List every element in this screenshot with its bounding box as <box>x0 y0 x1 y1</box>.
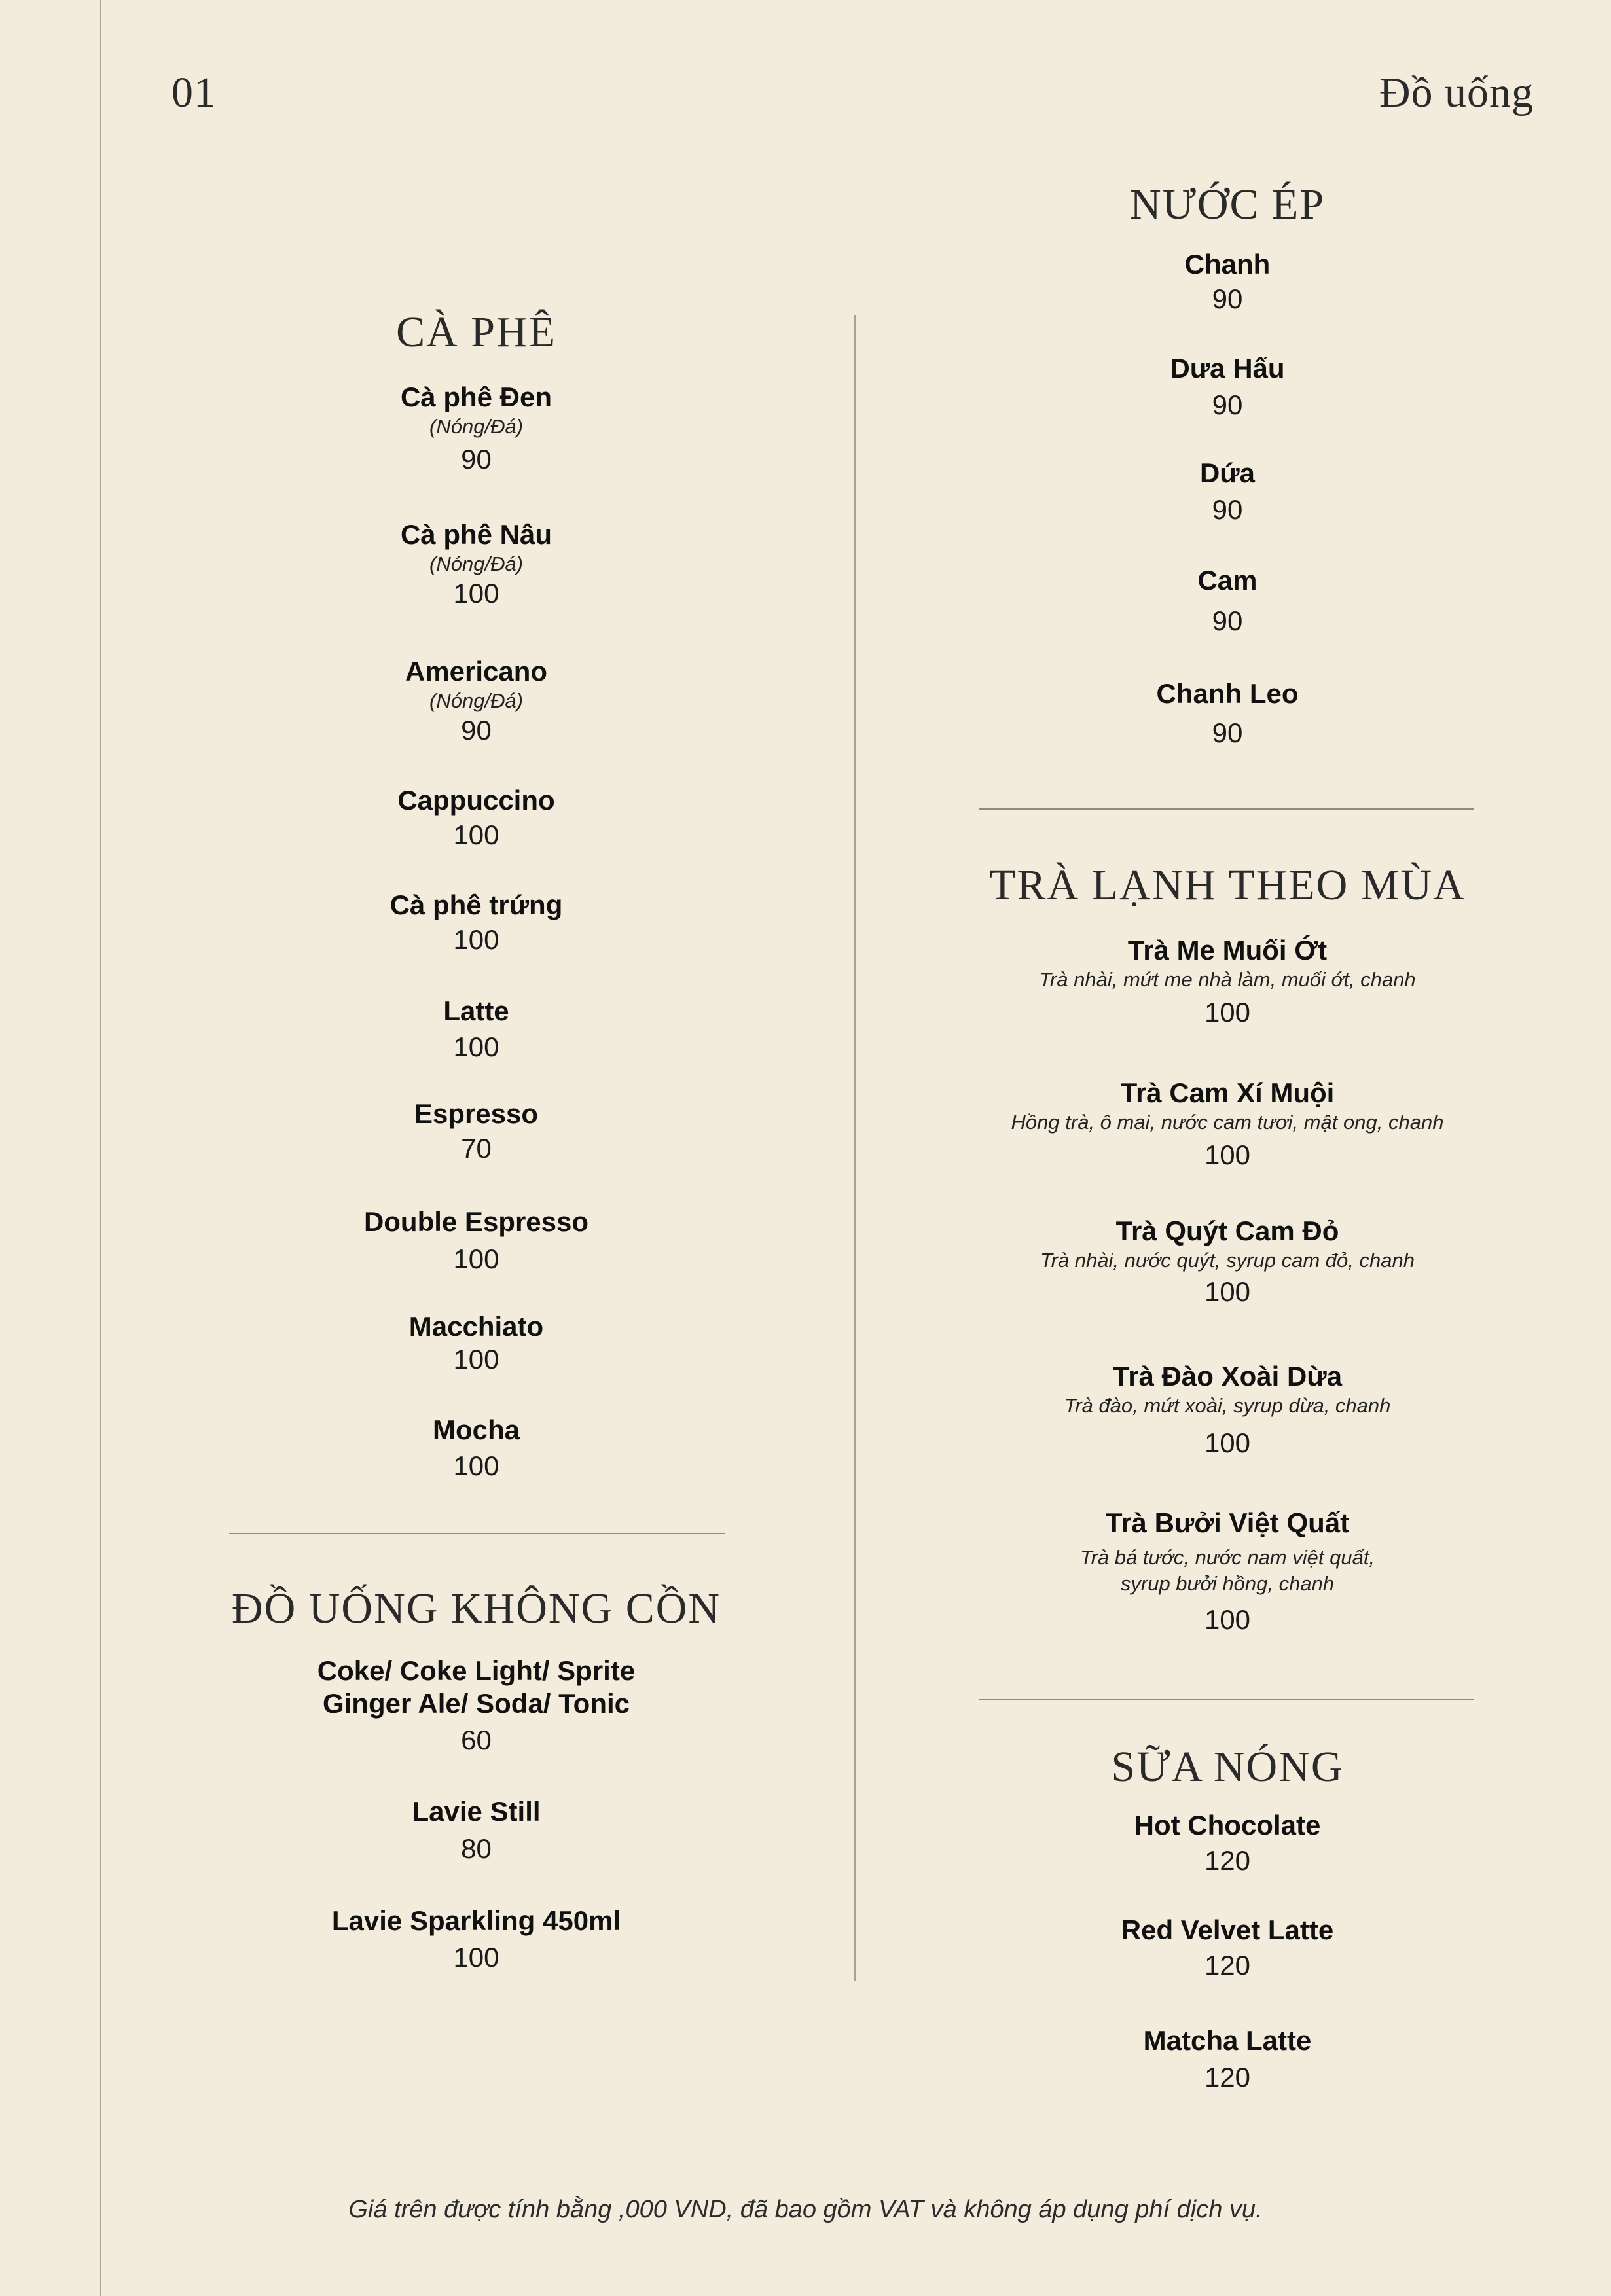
item-name: Trà Cam Xí Muội <box>1120 1077 1335 1108</box>
menu-item <box>979 457 1476 526</box>
page-title: Đồ uống <box>1379 69 1534 117</box>
item-price: 90 <box>1212 605 1243 636</box>
item-price: 100 <box>1204 1427 1251 1458</box>
item-name: Trà Quýt Cam Đỏ <box>1115 1215 1339 1246</box>
page-number: 01 <box>172 69 216 117</box>
item-description: Trà nhài, mứt me nhà làm, muối ớt, chanh <box>1039 968 1416 991</box>
section-divider <box>979 808 1474 810</box>
item-price: 60 <box>461 1725 492 1755</box>
menu-item <box>966 934 1489 1029</box>
item-name: Trà Me Muối Ớt <box>1127 935 1328 965</box>
item-name: Cà phê Nâu <box>400 519 552 550</box>
juice-section <box>979 180 1476 769</box>
menu-item <box>229 1655 723 1757</box>
menu-item <box>229 1098 723 1165</box>
item-price: 100 <box>1204 997 1251 1028</box>
item-price: 120 <box>1204 1950 1251 1981</box>
item-description: Trà bá tước, nước nam việt quất, <box>1079 1546 1375 1569</box>
item-name: Mocha <box>432 1414 520 1445</box>
item-price: 90 <box>1212 283 1243 314</box>
item-name: Espresso <box>414 1098 539 1129</box>
item-name: Macchiato <box>408 1311 544 1342</box>
menu-item <box>229 1310 723 1376</box>
item-price: 100 <box>453 1344 499 1374</box>
coffee-section <box>229 308 723 1486</box>
item-price: 100 <box>1204 1604 1251 1635</box>
item-price: 100 <box>453 1031 499 1062</box>
section-title-coffee: CÀ PHÊ <box>396 308 556 356</box>
item-name: Trà Bưởi Việt Quất <box>1105 1507 1350 1538</box>
item-name: Matcha Latte <box>1143 2025 1312 2056</box>
menu-item <box>979 677 1476 749</box>
menu-item <box>979 1809 1476 1877</box>
item-price: 100 <box>453 1450 499 1481</box>
soft-drinks-section <box>229 1584 723 1990</box>
item-name: Chanh <box>1184 249 1271 279</box>
menu-item <box>229 655 723 747</box>
item-price: 100 <box>453 578 499 609</box>
section-divider <box>979 1699 1474 1700</box>
item-description: Trà nhài, nước quýt, syrup cam đỏ, chanh <box>1040 1249 1415 1272</box>
item-price: 80 <box>461 1833 492 1864</box>
menu-item <box>979 2024 1476 2094</box>
item-price: 70 <box>461 1133 492 1164</box>
menu-item <box>229 1795 723 1865</box>
column-divider <box>854 315 856 1981</box>
menu-item <box>979 248 1476 315</box>
item-price: 90 <box>1212 717 1243 748</box>
item-note: (Nóng/Đá) <box>429 689 523 712</box>
menu-item <box>966 1360 1489 1460</box>
item-name: Trà Đào Xoài Dừa <box>1112 1361 1343 1391</box>
item-name: Chanh Leo <box>1156 678 1299 709</box>
item-price: 100 <box>1204 1139 1251 1170</box>
section-title-iced-tea: TRÀ LẠNH THEO MÙA <box>989 861 1466 909</box>
item-description-line2: syrup bưởi hồng, chanh <box>1120 1572 1335 1595</box>
item-name: Cam <box>1197 565 1258 596</box>
menu-item <box>229 1905 723 1974</box>
item-price: 120 <box>1204 2062 1251 2092</box>
item-description: Trà đào, mứt xoài, syrup dừa, chanh <box>1064 1394 1391 1417</box>
menu-item <box>979 564 1476 637</box>
item-name: Lavie Sparkling 450ml <box>331 1905 621 1936</box>
section-divider <box>229 1533 725 1534</box>
menu-item <box>229 1206 723 1276</box>
item-name: Cà phê Đen <box>400 382 552 412</box>
item-name: Hot Chocolate <box>1134 1810 1321 1840</box>
item-description: Hồng trà, ô mai, nước cam tươi, mật ong, chanh <box>1011 1111 1444 1134</box>
item-name: Dưa Hấu <box>1170 353 1285 384</box>
section-title-juice: NƯỚC ÉP <box>1129 181 1326 228</box>
item-price: 120 <box>1204 1845 1251 1876</box>
iced-tea-section <box>966 861 1489 1666</box>
item-price: 100 <box>453 924 499 955</box>
item-note: (Nóng/Đá) <box>429 552 523 575</box>
menu-item <box>229 1414 723 1482</box>
item-note: (Nóng/Đá) <box>429 415 523 438</box>
item-price: 90 <box>461 715 492 745</box>
item-price: 100 <box>453 1942 499 1973</box>
menu-item <box>966 1507 1489 1636</box>
price-footnote: Giá trên được tính bằng ,000 VND, đã bao gồm VAT và không áp dụng phí dịch vụ. <box>348 2196 1263 2223</box>
section-title-hot-milk: SỮA NÓNG <box>1111 1743 1344 1791</box>
item-name: Coke/ Coke Light/ Sprite <box>317 1655 636 1686</box>
item-name: Dứa <box>1199 457 1256 488</box>
item-name: Double Espresso <box>363 1206 589 1237</box>
menu-item <box>229 784 723 852</box>
item-price: 100 <box>1204 1276 1251 1307</box>
menu-item <box>229 381 723 476</box>
menu-item <box>229 889 723 956</box>
menu-item <box>966 1215 1489 1308</box>
item-price: 90 <box>461 444 492 475</box>
page-edge-line <box>100 0 101 2296</box>
item-name: Cappuccino <box>397 785 555 816</box>
hot-milk-section <box>979 1742 1476 2109</box>
item-name-line2: Ginger Ale/ Soda/ Tonic <box>322 1688 630 1719</box>
menu-item <box>229 995 723 1064</box>
section-title-soft-drinks: ĐỒ UỐNG KHÔNG CỒN <box>231 1585 721 1632</box>
item-price: 100 <box>453 1244 499 1274</box>
item-name: Americano <box>405 656 548 687</box>
item-price: 100 <box>453 819 499 850</box>
item-name: Latte <box>443 996 509 1026</box>
item-name: Lavie Still <box>412 1796 541 1827</box>
menu-item <box>979 1914 1476 1982</box>
menu-item <box>979 352 1476 422</box>
item-price: 90 <box>1212 494 1243 525</box>
item-price: 90 <box>1212 389 1243 420</box>
menu-item <box>229 518 723 610</box>
item-name: Cà phê trứng <box>389 889 563 920</box>
menu-item <box>966 1077 1489 1172</box>
item-name: Red Velvet Latte <box>1121 1914 1334 1945</box>
